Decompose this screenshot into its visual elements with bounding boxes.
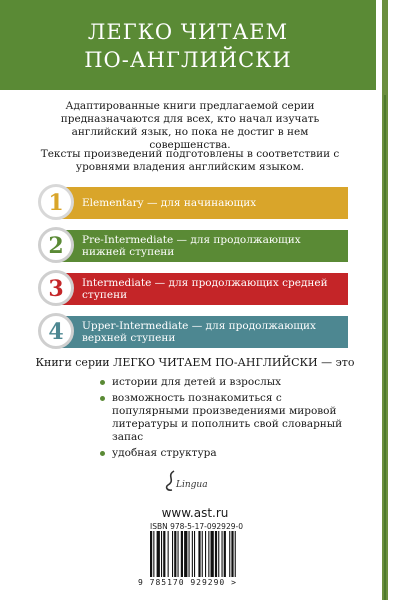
barcode-bar — [198, 531, 200, 577]
barcode-bar — [163, 531, 165, 577]
level-text: Pre-Intermediate — для продолжающих нижней ступени — [82, 234, 301, 258]
level-3 — [38, 270, 348, 302]
list-item: удобная структура — [100, 447, 360, 460]
barcode-bar — [189, 531, 190, 577]
level-number: 1 — [38, 184, 74, 220]
barcode-bar — [181, 531, 183, 577]
barcode-bar — [174, 531, 176, 577]
barcode-bar — [205, 531, 206, 577]
barcode-bar — [224, 531, 226, 577]
barcode-bar — [153, 531, 154, 577]
barcode-bar — [150, 531, 152, 577]
intro-paragraph-2: Тексты произведений подготовлены в соответствии с уровнями владения английским языком. — [40, 148, 340, 173]
series-title-line1: ЛЕГКО ЧИТАЕМ — [87, 20, 289, 44]
list-item: возможность познакомиться с популярными произведениями мировой литературы и пополнить свой словарный запас — [100, 392, 360, 444]
feature-list — [100, 376, 360, 463]
barcode-bar — [184, 531, 187, 577]
level-number: 2 — [38, 227, 74, 263]
level-text: Intermediate — для продолжающих средней ступени — [82, 277, 328, 301]
level-band — [52, 273, 348, 305]
publisher-url: www.ast.ru — [161, 506, 229, 520]
intro-paragraph-1: Адаптированные книги предлагаемой серии предназначаются для всех, кто начал изучать английский язык, но пока не достиг в нем совершенства. — [60, 100, 320, 151]
barcode-bar — [215, 531, 217, 577]
barcode-bar — [235, 531, 236, 577]
barcode-bar — [202, 531, 203, 577]
barcode-bar — [222, 531, 223, 577]
level-2 — [38, 227, 348, 259]
level-4 — [38, 313, 348, 345]
barcode-bar — [172, 531, 173, 577]
level-number: 3 — [38, 270, 74, 306]
level-band — [52, 316, 348, 348]
level-band — [52, 230, 348, 262]
barcode-bar — [231, 531, 233, 577]
level-number: 4 — [38, 313, 74, 349]
isbn: ISBN 978-5-17-092929-0 — [150, 522, 243, 531]
barcode-bar — [208, 531, 209, 577]
barcode-bar — [229, 531, 230, 577]
barcode-bar — [161, 531, 162, 577]
barcode-bar — [192, 531, 193, 577]
spine-line — [384, 95, 386, 600]
barcode — [150, 531, 268, 577]
logo-word: Lingua — [176, 480, 208, 490]
barcode-bar — [168, 531, 169, 577]
series-description: Книги серии ЛЕГКО ЧИТАЕМ ПО-АНГЛИЙСКИ — это — [35, 356, 355, 369]
series-title-line2: ПО-АНГЛИЙСКИ — [84, 48, 292, 72]
barcode-bar — [194, 531, 195, 577]
barcode-bar — [178, 531, 179, 577]
level-1 — [38, 184, 348, 216]
list-item: истории для детей и взрослых — [100, 376, 360, 389]
barcode-bar — [218, 531, 219, 577]
series-header — [0, 0, 376, 90]
barcode-digits: 9 785170 929290 > — [138, 578, 237, 587]
publisher-logo — [160, 470, 210, 496]
level-text: Elementary — для начинающих — [82, 197, 257, 209]
barcode-bar — [211, 531, 214, 577]
level-band — [52, 187, 348, 219]
barcode-bar — [157, 531, 160, 577]
level-text: Upper-Intermediate — для продолжающих верхней ступени — [82, 320, 316, 344]
